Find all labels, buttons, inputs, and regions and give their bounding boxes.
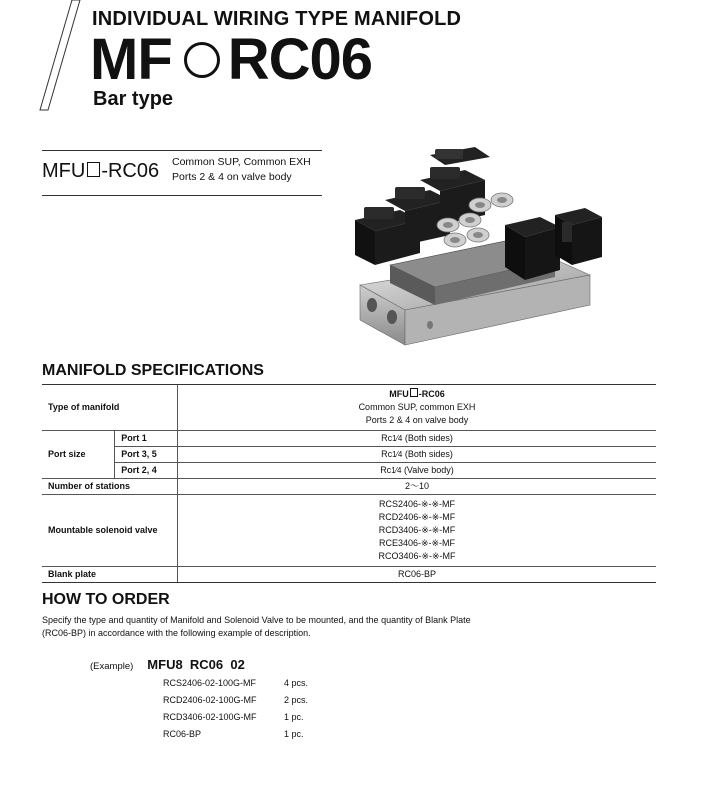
specs-title: MANIFOLD SPECIFICATIONS — [42, 362, 264, 379]
table-row — [42, 479, 656, 495]
port-name: Port 3, 5 — [115, 447, 178, 463]
order-description: Specify the type and quantity of Manifold and Solenoid Valve to be mounted, and the quantity of Blank Plate (RC06-BP) in accordance with the following example of description. — [42, 615, 471, 638]
order-list — [163, 678, 308, 746]
list-item: RCS2406-02-100G-MF 4 pcs. — [163, 678, 309, 688]
table-row — [42, 447, 656, 463]
square-placeholder-icon — [87, 162, 100, 177]
list-item: RCD2406-02-100G-MF 2 pcs. — [163, 695, 309, 705]
table-row — [42, 431, 656, 447]
table-row — [42, 463, 656, 479]
square-placeholder-icon — [410, 388, 418, 397]
port-name: Port 1 — [115, 431, 178, 447]
title-suffix: RC06 — [227, 27, 373, 92]
header-subtitle: INDIVIDUAL WIRING TYPE MANIFOLD — [92, 8, 462, 30]
type-value: MFU -RC06 Common SUP, common EXH Ports 2 & 4 on valve body — [178, 385, 657, 431]
example-label: (Example) — [90, 661, 134, 672]
valves-value: RCS2406-※-※-MF RCD2406-※-※-MF RCD3406-※-※-MF RCE3406-※-※-MF RCO3406-※-※-MF — [178, 495, 657, 567]
order-example — [90, 657, 245, 672]
port-value: Rc1⁄4 (Both sides) — [178, 431, 657, 447]
header-title — [90, 28, 372, 92]
port-value: Rc1⁄4 (Valve body) — [178, 463, 657, 479]
specs-table — [42, 384, 656, 583]
stations-label: Number of stations — [42, 479, 178, 495]
model-box — [42, 150, 322, 196]
circle-placeholder-icon — [184, 42, 220, 78]
table-row — [42, 385, 656, 431]
header-slash-graphic — [0, 0, 90, 115]
list-item: RCD3406-02-100G-MF 1 pc. — [163, 712, 304, 722]
order-title: HOW TO ORDER — [42, 591, 170, 608]
title-prefix: MF — [90, 27, 172, 92]
table-row — [42, 495, 656, 567]
valves-label: Mountable solenoid valve — [42, 495, 178, 567]
port-size-label: Port size — [42, 431, 115, 479]
example-code: MFU8 RC06 02 — [147, 657, 245, 672]
model-description: Common SUP, Common EXH Ports 2 & 4 on valve body — [172, 156, 311, 183]
blank-value: RC06-BP — [178, 567, 657, 583]
list-item: RC06-BP 1 pc. — [163, 729, 304, 739]
model-name: MFU -RC06 — [42, 160, 160, 182]
table-row — [42, 567, 656, 583]
manifold-product-image — [340, 145, 610, 360]
type-label: Type of manifold — [42, 385, 178, 431]
port-value: Rc1⁄4 (Both sides) — [178, 447, 657, 463]
stations-value: 2〜10 — [178, 479, 657, 495]
blank-label: Blank plate — [42, 567, 178, 583]
header-type: Bar type — [93, 88, 174, 110]
port-name: Port 2, 4 — [115, 463, 178, 479]
